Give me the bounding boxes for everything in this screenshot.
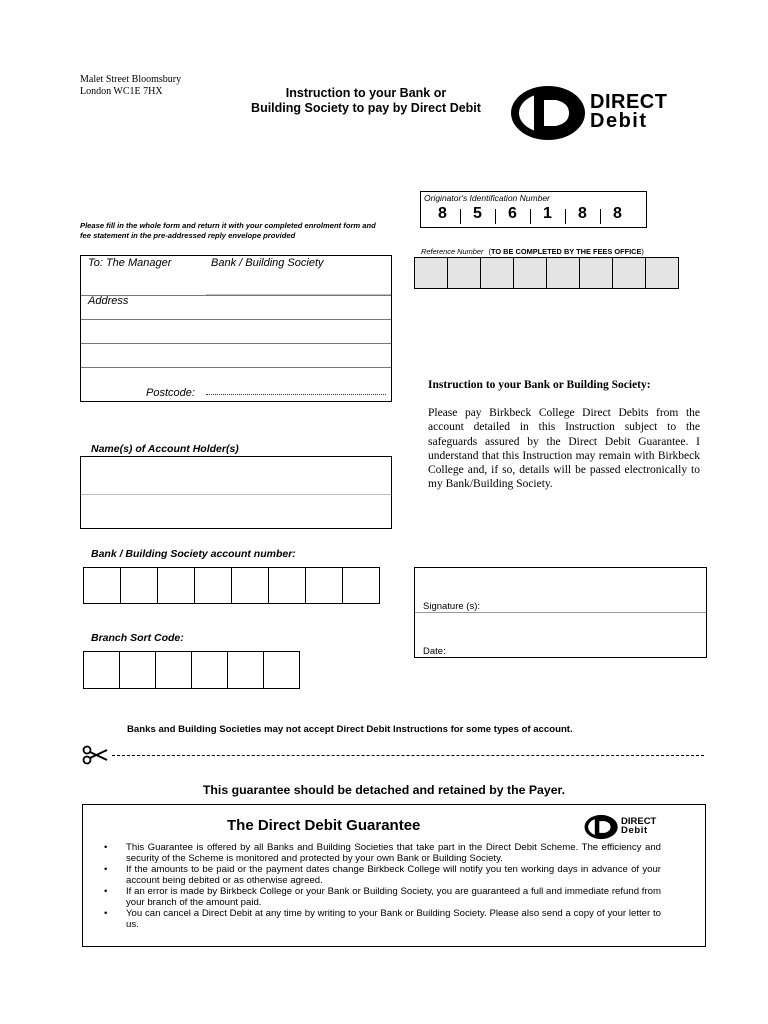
logo-word-direct: DIRECT [590,91,668,113]
account-holders-label: Name(s) of Account Holder(s) [91,443,239,455]
reference-number-label-row: Reference Number (TO BE COMPLETED BY THE FEES OFFICE) [421,247,644,256]
small-direct-debit-logo [584,814,674,840]
guarantee-item: • You can cancel a Direct Debit at any time by writing to your Bank or Building Society. Please also send a copy of your letter to us. [83,908,661,930]
account-number-cell[interactable] [194,567,232,604]
sort-code-cell[interactable] [83,651,120,689]
reference-number-label: Reference Number [421,247,484,256]
address-line-2: London WC1E 7HX [80,86,163,97]
account-number-cell[interactable] [157,567,195,604]
detach-notice: This guarantee should be detached and retained by the Payer. [202,783,566,797]
guarantee-item: • This Guarantee is offered by all Banks and Building Societies that take part in the Direct Debit Scheme. The efficiency and security of the Scheme is monitored and protected by your own Bank or Building Society. [83,842,661,864]
small-logo-word-debit: Debit [621,825,648,836]
bank-address-box[interactable] [80,255,392,402]
account-number-label: Bank / Building Society account number: [91,548,296,560]
address-line-1: Malet Street Bloomsbury [80,74,182,85]
fill-in-instructions: Please fill in the whole form and return it with your completed enrolment form and fee statement in the pre-addressed reply envelope provided [80,221,376,240]
sort-code-cells[interactable] [83,651,300,689]
guarantee-item: • If the amounts to be paid or the payment dates change Birkbeck College will notify you ten working days in advance of your account being debited or as otherwise agreed. [83,864,661,886]
account-holders-box[interactable] [80,456,392,529]
reference-cell [414,257,448,289]
originator-digit: 8 [600,205,635,223]
originator-digit: 8 [565,205,600,223]
reference-cell [612,257,646,289]
sort-code-cell[interactable] [191,651,228,689]
account-number-cell[interactable] [268,567,306,604]
address-row-divider [81,367,391,368]
college-address [80,74,181,98]
instruction-heading: Instruction to your Bank or Building Society: [428,379,651,391]
sort-code-cell[interactable] [263,651,300,689]
reference-cell [480,257,514,289]
date-label: Date: [423,646,446,657]
originator-digit: 1 [530,205,565,223]
reference-cell [579,257,613,289]
holders-divider [81,494,391,495]
instruction-body: Please pay Birkbeck College Direct Debits from the account detailed in this Instruction subject to the safeguards assured by the Direct Debit Guarantee. I understand that this Instruction may remain with Birkbeck College and, if so, details will be passed electronically to my Bank/Building Society. [428,407,700,491]
originator-id-label: Originator's Identification Number [424,193,550,203]
address-row-divider [81,319,391,320]
direct-debit-mark-icon [510,84,590,142]
account-number-cell[interactable] [231,567,269,604]
originator-id-box [420,191,647,228]
reference-cell [513,257,547,289]
postcode-line[interactable] [206,394,386,395]
signature-date-box[interactable] [414,567,707,658]
account-number-cell[interactable] [120,567,158,604]
address-row-divider [81,343,391,344]
address-label: Address [88,295,129,307]
account-number-cell[interactable] [83,567,121,604]
postcode-label: Postcode: [146,387,195,399]
direct-debit-logo [510,84,690,142]
account-type-warning: Banks and Building Societies may not accept Direct Debit Instructions for some types of account. [127,724,573,735]
account-number-cell[interactable] [305,567,343,604]
sort-code-cell[interactable] [227,651,264,689]
scissors-icon [82,745,108,765]
form-title [240,86,492,116]
small-logo-word-direct: DIRECT [621,816,657,827]
sort-code-cell[interactable] [155,651,192,689]
reference-cell [546,257,580,289]
account-number-cell[interactable] [342,567,380,604]
guarantee-title: The Direct Debit Guarantee [227,817,421,834]
signature-divider [415,612,706,613]
cut-line [112,755,704,756]
logo-word-debit: Debit [590,110,648,132]
signature-label: Signature (s): [423,601,481,612]
reference-number-cells [414,257,679,289]
account-number-cells[interactable] [83,567,380,604]
to-manager-label: To: The Manager [88,257,172,269]
reference-cell [447,257,481,289]
originator-id-digits [425,205,635,223]
reference-fees-office-note: TO BE COMPLETED BY THE FEES OFFICE [490,247,642,256]
guarantee-box [82,804,706,947]
bank-building-society-label: Bank / Building Society [211,257,324,269]
guarantee-list [83,842,661,930]
guarantee-item: • If an error is made by Birkbeck College or your Bank or Building Society, you are guaranteed a full and immediate refund from your branch of the amount paid. [83,886,661,908]
reference-cell [645,257,679,289]
sort-code-cell[interactable] [119,651,156,689]
originator-digit: 5 [460,205,495,223]
form-title-line-2: Building Society to pay by Direct Debit [251,101,481,115]
direct-debit-mark-icon [584,814,620,840]
form-title-line-1: Instruction to your Bank or [285,86,447,100]
originator-digit: 6 [495,205,530,223]
sort-code-label: Branch Sort Code: [91,632,184,644]
originator-digit: 8 [438,205,447,222]
